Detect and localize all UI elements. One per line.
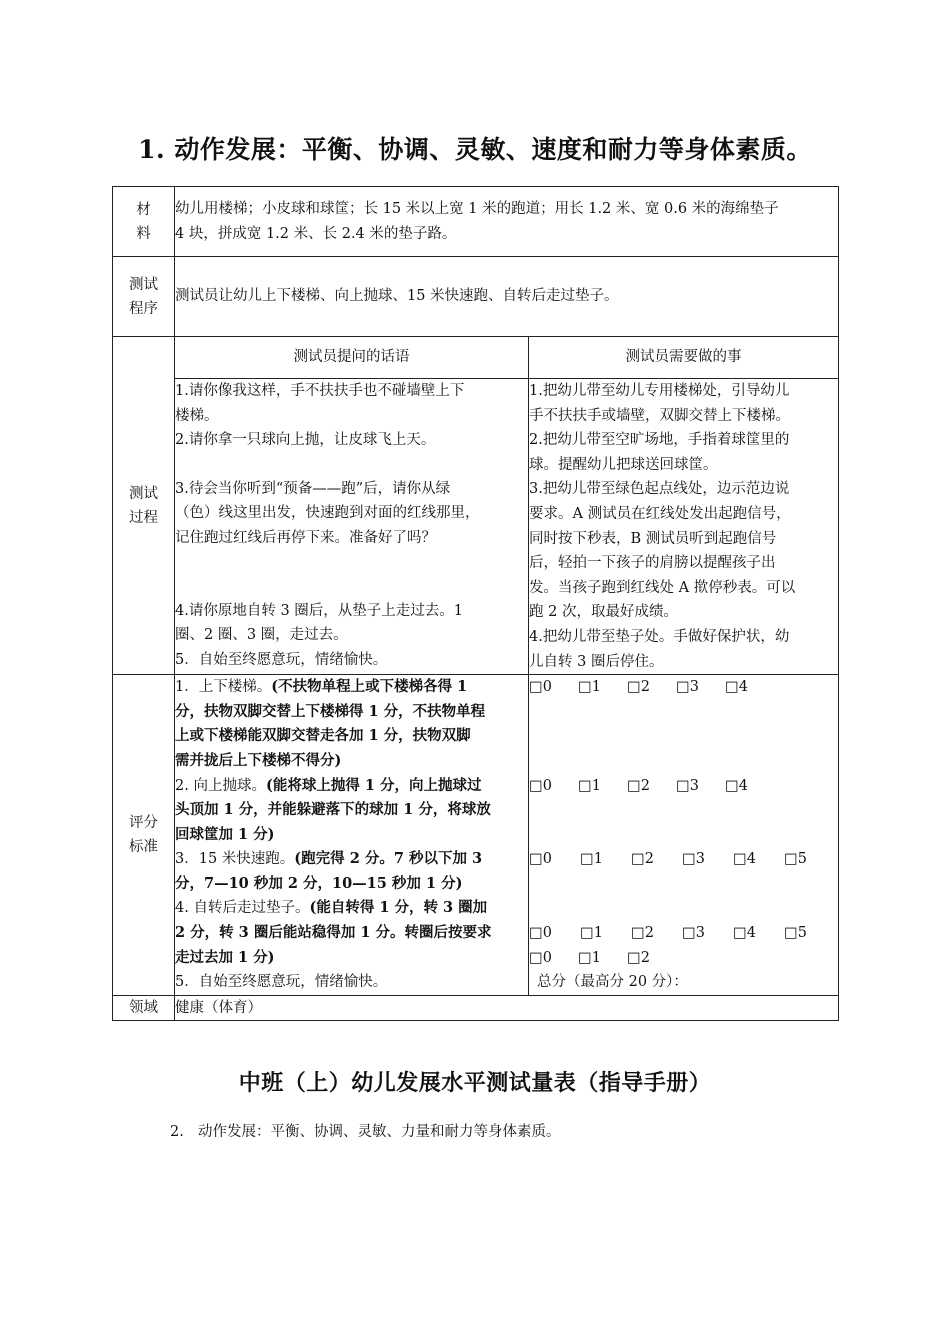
criteria-line: 2 分，转 3 圈后能站稳得加 1 分。转圈后按要求 [175, 924, 492, 942]
criteria-line: 1．上下楼梯。(不扶物单程上或下楼梯各得 1 [175, 678, 468, 696]
materials-label: 材 料 [113, 187, 175, 257]
list-item [170, 1120, 561, 1141]
test-table [112, 186, 839, 1021]
score-option-row [529, 946, 838, 971]
materials-text: 幼儿用楼梯；小皮球和球筐；长 15 米以上宽 1 米的跑道；用长 1.2 米、宽 0.6 米的海绵垫子 4 块，拼成宽 1.2 米、长 2.4 米的垫子路。 [175, 187, 839, 257]
section-title: 中班（上）幼儿发展水平测试量表（指导手册） [238, 1070, 712, 1096]
criteria-line: 分，扶物双脚交替上下楼梯得 1 分，不扶物单程 [175, 702, 486, 720]
question-line [175, 453, 528, 477]
scoring-criteria [175, 675, 529, 996]
process-col1-header: 测试员提问的话语 [175, 337, 529, 379]
score-checkbox[interactable]: □1 [580, 925, 603, 942]
score-checkbox[interactable]: □4 [725, 679, 748, 696]
action-line: 4.把幼儿带至垫子处。手做好保护状，幼 [529, 628, 790, 645]
action-line: 1.把幼儿带至幼儿专用楼梯处，引导幼儿 [529, 383, 790, 399]
score-checkbox[interactable]: □1 [580, 851, 603, 868]
score-checkbox[interactable]: □2 [627, 777, 650, 794]
action-line: 跑 2 次，取最好成绩。 [529, 604, 678, 621]
score-checkbox[interactable]: □3 [682, 851, 705, 868]
score-checkbox[interactable]: □5 [784, 851, 807, 868]
score-checkbox[interactable]: □1 [578, 949, 601, 966]
question-line: 圈、2 圈、3 圈，走过去。 [175, 627, 348, 644]
score-checkbox[interactable]: □2 [631, 925, 654, 942]
score-checkbox[interactable]: □3 [682, 925, 705, 942]
score-checkbox[interactable]: □0 [529, 679, 552, 696]
question-line: 3.待会当你听到“预备——跑”后，请你从绿 [175, 480, 451, 497]
score-checkbox[interactable]: □2 [627, 949, 650, 966]
score-checkbox[interactable]: □0 [529, 777, 552, 794]
procedure-text: 测试员让幼儿上下楼梯、向上抛球、15 米快速跑、自转后走过垫子。 [175, 257, 839, 337]
score-option-row [529, 749, 838, 774]
score-checkbox[interactable]: □4 [725, 777, 748, 794]
process-col2-header: 测试员需要做的事 [529, 337, 839, 379]
criteria-line: 上或下楼梯能双脚交替走各加 1 分，扶物双脚 [175, 727, 471, 745]
action-line: 球。提醒幼儿把球送回球筐。 [529, 456, 718, 473]
score-checkbox[interactable]: □2 [631, 851, 654, 868]
score-checkbox[interactable]: □1 [578, 777, 601, 794]
action-line: 2.把幼儿带至空旷场地，手指着球筐里的 [529, 432, 790, 449]
process-label: 测试 过程 [113, 337, 175, 675]
criteria-line: 回球筐加 1 分) [175, 825, 275, 843]
score-option-row [529, 921, 838, 946]
score-option-row [529, 724, 838, 749]
score-option-row [529, 823, 838, 848]
question-line: （色）线这里出发，快速跑到对面的红线那里， [175, 505, 480, 522]
question-line [175, 575, 528, 599]
score-checkbox[interactable]: □3 [676, 777, 699, 794]
score-checkbox[interactable]: □0 [529, 925, 552, 942]
score-checkbox[interactable]: □3 [676, 679, 699, 696]
action-line: 手不扶扶手或墙壁，双脚交替上下楼梯。 [529, 407, 790, 424]
criteria-line: 5．自始至终愿意玩，情绪愉快。 [175, 974, 388, 991]
criteria-line: 4. 自转后走过垫子。(能自转得 1 分，转 3 圈加 [175, 899, 488, 917]
item-text: 动作发展：平衡、协调、灵敏、力量和耐力等身体素质。 [198, 1124, 561, 1140]
question-line: 2.请你拿一只球向上抛，让皮球飞上天。 [175, 432, 436, 449]
score-checkbox[interactable]: □1 [578, 679, 601, 696]
process-questions [175, 379, 529, 675]
total-score: 总分（最高分 20 分）： [537, 974, 688, 991]
score-option-row [529, 847, 838, 872]
score-checkbox[interactable]: □0 [529, 851, 552, 868]
action-line: 后，轻拍一下孩子的肩膀以提醒孩子出 [529, 555, 776, 572]
action-line: 同时按下秒表，B 测试员听到起跑信号 [529, 530, 777, 547]
domain-label: 领域 [113, 995, 175, 1021]
action-line: 发。当孩子跑到红线处 A 揿停秒表。可以 [529, 579, 796, 596]
scoring-label: 评分 标准 [113, 675, 175, 996]
action-line: 3.把幼儿带至绿色起点线处，边示范边说 [529, 481, 790, 498]
action-line: 儿自转 3 圈后停住。 [529, 653, 664, 670]
score-option-row [529, 675, 838, 700]
score-checkbox[interactable]: □4 [733, 925, 756, 942]
question-line: 记住跑过红线后再停下来。准备好了吗？ [175, 529, 436, 546]
action-line: 要求。A 测试员在红线处发出起跑信号， [529, 505, 791, 522]
procedure-label: 测试 程序 [113, 257, 175, 337]
score-checkbox[interactable]: □2 [627, 679, 650, 696]
question-line: 5．自始至终愿意玩，情绪愉快。 [175, 651, 388, 668]
question-line: 楼梯。 [175, 407, 219, 424]
criteria-line: 需并拢后上下楼梯不得分) [175, 751, 342, 769]
page-title: 1. 动作发展：平衡、协调、灵敏、速度和耐力等身体素质。 [138, 135, 812, 164]
process-actions [529, 379, 839, 675]
score-option-row [529, 872, 838, 897]
criteria-line: 走过去加 1 分) [175, 948, 275, 966]
question-line [175, 551, 528, 575]
item-number: 2. [170, 1124, 184, 1140]
criteria-line: 3．15 米快速跑。(跑完得 2 分。7 秒以下加 3 [175, 850, 483, 868]
score-checkbox[interactable]: □4 [733, 851, 756, 868]
criteria-line: 头顶加 1 分，并能躲避落下的球加 1 分，将球放 [175, 801, 491, 819]
scoring-checkboxes [529, 675, 839, 996]
score-option-row [529, 774, 838, 799]
question-line: 1.请你像我这样，手不扶扶手也不碰墙壁上下 [175, 383, 465, 399]
score-checkbox[interactable]: □0 [529, 949, 552, 966]
score-checkbox[interactable]: □5 [784, 925, 807, 942]
criteria-line: 2. 向上抛球。(能将球上抛得 1 分，向上抛球过 [175, 776, 482, 794]
score-option-row [529, 700, 838, 725]
criteria-line: 分，7—10 秒加 2 分，10—15 秒加 1 分) [175, 874, 463, 892]
score-option-row [529, 896, 838, 921]
question-line: 4.请你原地自转 3 圈后，从垫子上走过去。1 [175, 602, 464, 619]
domain-text: 健康（体育） [175, 995, 839, 1021]
score-option-row [529, 798, 838, 823]
